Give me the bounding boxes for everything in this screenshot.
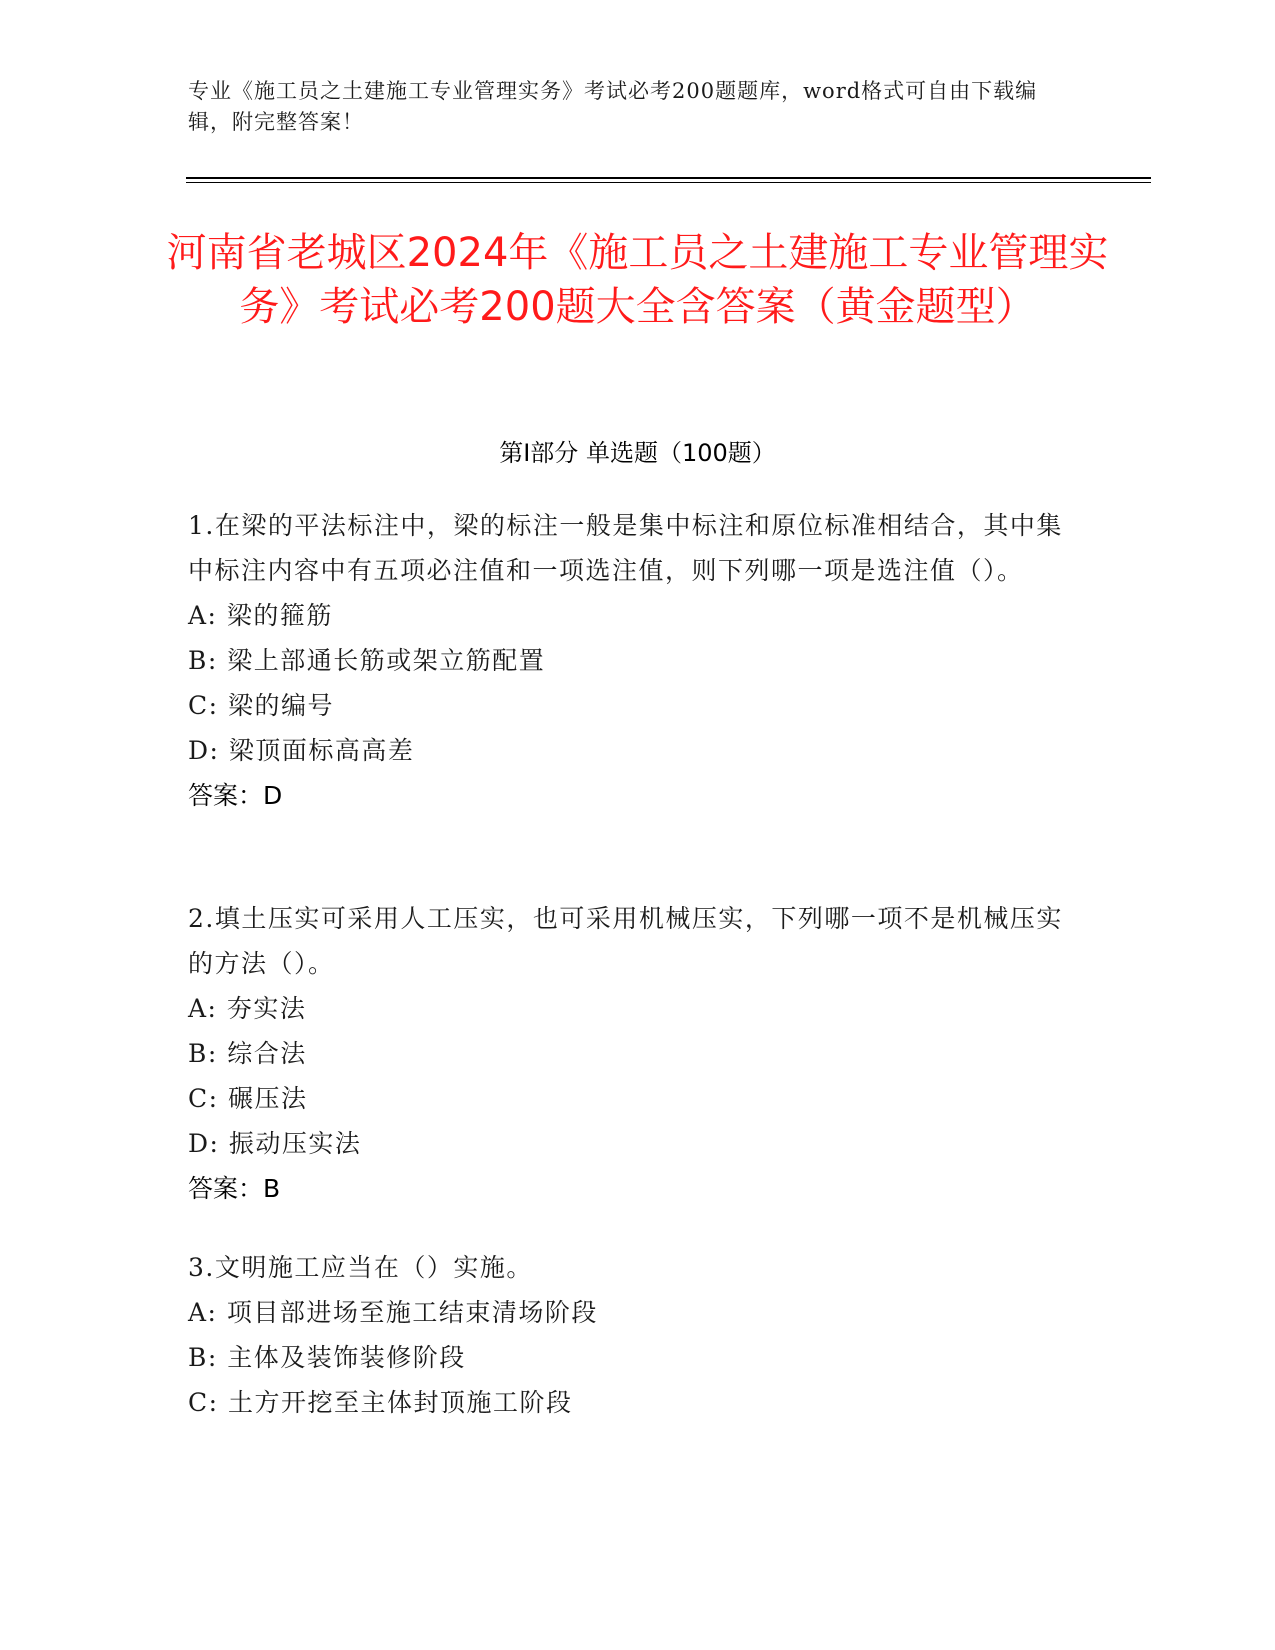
answer: 答案：D <box>188 781 283 810</box>
option-a: A: 夯实法 <box>188 994 307 1023</box>
question-3 <box>188 1245 1068 1425</box>
header-rule-thin <box>186 182 1151 183</box>
answer: 答案：B <box>188 1174 281 1203</box>
option-a: A: 梁的箍筋 <box>188 601 333 630</box>
section-title: 第Ⅰ部分 单选题（100题） <box>499 439 776 467</box>
document-title: 河南省老城区2024年《施工员之土建施工专业管理实务》考试必考200题大全含答案（黄金题型） <box>166 230 1109 330</box>
option-d: D: 梁顶面标高高差 <box>188 736 415 765</box>
option-b: B: 梁上部通长筋或架立筋配置 <box>188 646 546 675</box>
option-d: D: 振动压实法 <box>188 1129 362 1158</box>
option-c: C: 土方开挖至主体封顶施工阶段 <box>188 1388 573 1417</box>
question-text: 2.填土压实可采用人工压实，也可采用机械压实，下列哪一项不是机械压实的方法（）。 <box>188 904 1063 978</box>
option-c: C: 碾压法 <box>188 1084 308 1113</box>
header-rule-thick <box>186 177 1151 179</box>
question-1 <box>188 503 1068 818</box>
question-2 <box>188 896 1068 1211</box>
header-note: 专业《施工员之土建施工专业管理实务》考试必考200题题库，word格式可自由下载编辑，附完整答案！ <box>188 79 1038 134</box>
question-text: 3.文明施工应当在（）实施。 <box>188 1253 533 1282</box>
option-a: A: 项目部进场至施工结束清场阶段 <box>188 1298 598 1327</box>
option-b: B: 综合法 <box>188 1039 307 1068</box>
question-text: 1.在梁的平法标注中，梁的标注一般是集中标注和原位标准相结合，其中集中标注内容中有五项必注值和一项选注值，则下列哪一项是选注值（）。 <box>188 511 1063 585</box>
option-b: B: 主体及装饰装修阶段 <box>188 1343 466 1372</box>
option-c: C: 梁的编号 <box>188 691 334 720</box>
